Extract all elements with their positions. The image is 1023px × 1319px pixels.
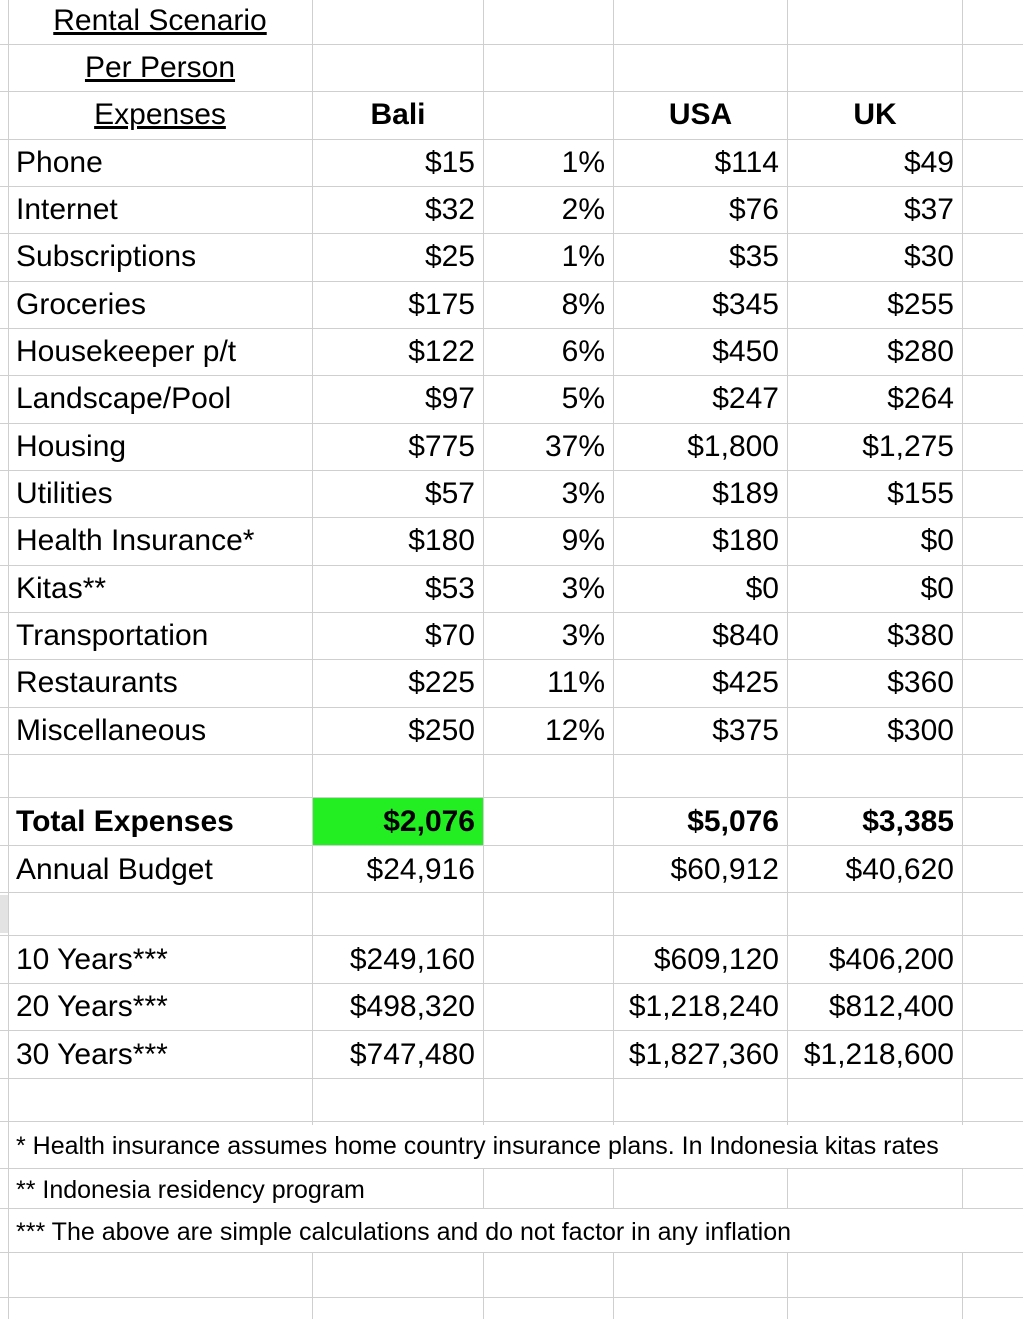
expense-label: Kitas** <box>16 572 107 605</box>
expense-bali-value: $225 <box>408 666 475 699</box>
expense-usa-value: $189 <box>712 477 779 510</box>
expense-bali-percent: 2% <box>561 193 605 226</box>
expense-usa-value: $0 <box>745 572 779 605</box>
expense-bali-value: $250 <box>408 714 475 747</box>
grid-vline <box>787 1252 788 1319</box>
grid-hline <box>0 612 1023 613</box>
grid-hline <box>0 91 1023 92</box>
footnote-kitas: ** Indonesia residency program <box>16 1176 365 1204</box>
grid-vline <box>483 1252 484 1319</box>
expense-bali-percent: 6% <box>561 335 605 368</box>
grid-hline <box>0 659 1023 660</box>
title-line-2: Per Person <box>84 51 236 84</box>
expense-label: Miscellaneous <box>16 714 207 747</box>
grid-hline <box>0 281 1023 282</box>
projection-bali: $249,160 <box>349 943 475 976</box>
total-bali: $2,076 <box>383 805 475 838</box>
grid-vline <box>613 1168 614 1208</box>
grid-vline <box>962 1252 963 1319</box>
expense-uk-value: $264 <box>887 382 954 415</box>
grid-hline <box>0 935 1023 936</box>
total-usa: $5,076 <box>687 805 779 838</box>
grid-hline <box>0 44 1023 45</box>
grid-hline <box>0 565 1023 566</box>
expense-uk-value: $280 <box>887 335 954 368</box>
expense-bali-value: $57 <box>424 477 475 510</box>
projection-uk: $406,200 <box>828 943 954 976</box>
expense-bali-value: $15 <box>424 146 475 179</box>
total-expenses-label: Total Expenses <box>16 805 234 838</box>
header-usa: USA <box>668 98 733 131</box>
grid-hline <box>0 845 1023 846</box>
grid-hline <box>0 375 1023 376</box>
expense-bali-value: $97 <box>424 382 475 415</box>
expense-uk-value: $300 <box>887 714 954 747</box>
expense-usa-value: $450 <box>712 335 779 368</box>
expense-bali-percent: 5% <box>561 382 605 415</box>
grid-hline <box>0 1078 1023 1079</box>
expense-label: Health Insurance* <box>16 524 255 557</box>
projection-usa: $1,827,360 <box>628 1038 779 1071</box>
expense-bali-percent: 1% <box>561 240 605 273</box>
grid-vline <box>787 1168 788 1208</box>
title-line-3: Expenses <box>94 98 226 131</box>
expense-uk-value: $255 <box>887 288 954 321</box>
grid-hline <box>0 470 1023 471</box>
expense-label: Internet <box>16 193 118 226</box>
expense-usa-value: $76 <box>728 193 779 226</box>
expense-bali-value: $122 <box>408 335 475 368</box>
grid-hline <box>0 1030 1023 1031</box>
expense-usa-value: $180 <box>712 524 779 557</box>
expense-label: Landscape/Pool <box>16 382 232 415</box>
expense-label: Phone <box>16 146 103 179</box>
projection-bali: $498,320 <box>349 990 475 1023</box>
expense-bali-percent: 3% <box>561 572 605 605</box>
expense-uk-value: $30 <box>903 240 954 273</box>
annual-usa: $60,912 <box>670 853 779 886</box>
grid-hline <box>0 423 1023 424</box>
projection-usa: $1,218,240 <box>628 990 779 1023</box>
grid-vline <box>962 1168 963 1208</box>
expense-bali-value: $25 <box>424 240 475 273</box>
expense-uk-value: $0 <box>920 524 954 557</box>
expense-bali-percent: 3% <box>561 619 605 652</box>
expense-uk-value: $155 <box>887 477 954 510</box>
expense-uk-value: $49 <box>903 146 954 179</box>
row-gutter-mark <box>0 895 8 933</box>
grid-hline <box>0 1168 1023 1169</box>
expense-uk-value: $380 <box>887 619 954 652</box>
grid-hline <box>0 233 1023 234</box>
expense-bali-value: $175 <box>408 288 475 321</box>
projection-usa: $609,120 <box>653 943 779 976</box>
footnote-health-insurance: * Health insurance assumes home country insurance plans. In Indonesia kitas rates <box>16 1132 939 1160</box>
expense-uk-value: $360 <box>887 666 954 699</box>
grid-hline <box>0 139 1023 140</box>
grid-hline <box>0 707 1023 708</box>
expense-uk-value: $37 <box>903 193 954 226</box>
expense-label: Housekeeper p/t <box>16 335 237 368</box>
grid-hline <box>0 892 1023 893</box>
grid-hline <box>0 1208 1023 1209</box>
title-line-1: Rental Scenario <box>53 4 267 37</box>
expense-label: Housing <box>16 430 127 463</box>
grid-hline <box>0 1252 1023 1253</box>
expense-usa-value: $114 <box>714 146 779 179</box>
projection-label: 30 Years*** <box>16 1038 168 1071</box>
expense-bali-percent: 37% <box>544 430 605 463</box>
expense-bali-percent: 11% <box>547 666 605 699</box>
grid-hline <box>0 754 1023 755</box>
projection-bali: $747,480 <box>349 1038 475 1071</box>
expense-usa-value: $375 <box>712 714 779 747</box>
grid-hline <box>0 328 1023 329</box>
grid-vline <box>483 1168 484 1208</box>
expense-usa-value: $840 <box>712 619 779 652</box>
expense-usa-value: $35 <box>728 240 779 273</box>
grid-hline <box>0 186 1023 187</box>
grid-hline <box>0 1121 1023 1122</box>
expense-bali-value: $180 <box>408 524 475 557</box>
expense-bali-percent: 8% <box>561 288 605 321</box>
expense-usa-value: $425 <box>712 666 779 699</box>
expense-label: Transportation <box>16 619 209 652</box>
expense-bali-percent: 1% <box>561 146 605 179</box>
projection-label: 10 Years*** <box>16 943 168 976</box>
expense-usa-value: $1,800 <box>687 430 779 463</box>
grid-vline <box>962 0 963 1125</box>
expense-usa-value: $345 <box>712 288 779 321</box>
annual-budget-label: Annual Budget <box>16 853 213 886</box>
expense-bali-value: $53 <box>424 572 475 605</box>
grid-hline <box>0 1297 1023 1298</box>
expense-bali-value: $775 <box>408 430 475 463</box>
expense-bali-percent: 9% <box>561 524 605 557</box>
footnote-inflation: *** The above are simple calculations and do not factor in any inflation <box>16 1218 792 1246</box>
grid-vline <box>613 1252 614 1319</box>
grid-hline <box>0 517 1023 518</box>
annual-bali: $24,916 <box>366 853 475 886</box>
expense-uk-value: $1,275 <box>862 430 954 463</box>
projection-uk: $1,218,600 <box>803 1038 954 1071</box>
expense-label: Restaurants <box>16 666 178 699</box>
expense-bali-value: $70 <box>424 619 475 652</box>
expense-uk-value: $0 <box>920 572 954 605</box>
annual-uk: $40,620 <box>845 853 954 886</box>
expense-bali-percent: 12% <box>544 714 605 747</box>
expense-bali-percent: 3% <box>561 477 605 510</box>
projection-label: 20 Years*** <box>16 990 168 1023</box>
expense-label: Subscriptions <box>16 240 197 273</box>
header-uk: UK <box>853 98 897 131</box>
total-uk: $3,385 <box>862 805 954 838</box>
expense-label: Utilities <box>16 477 113 510</box>
grid-hline <box>0 983 1023 984</box>
expense-bali-value: $32 <box>424 193 475 226</box>
expense-label: Groceries <box>16 288 147 321</box>
header-bali: Bali <box>370 98 426 131</box>
grid-vline <box>312 1252 313 1319</box>
grid-hline <box>0 797 1023 798</box>
projection-uk: $812,400 <box>828 990 954 1023</box>
expense-usa-value: $247 <box>712 382 779 415</box>
